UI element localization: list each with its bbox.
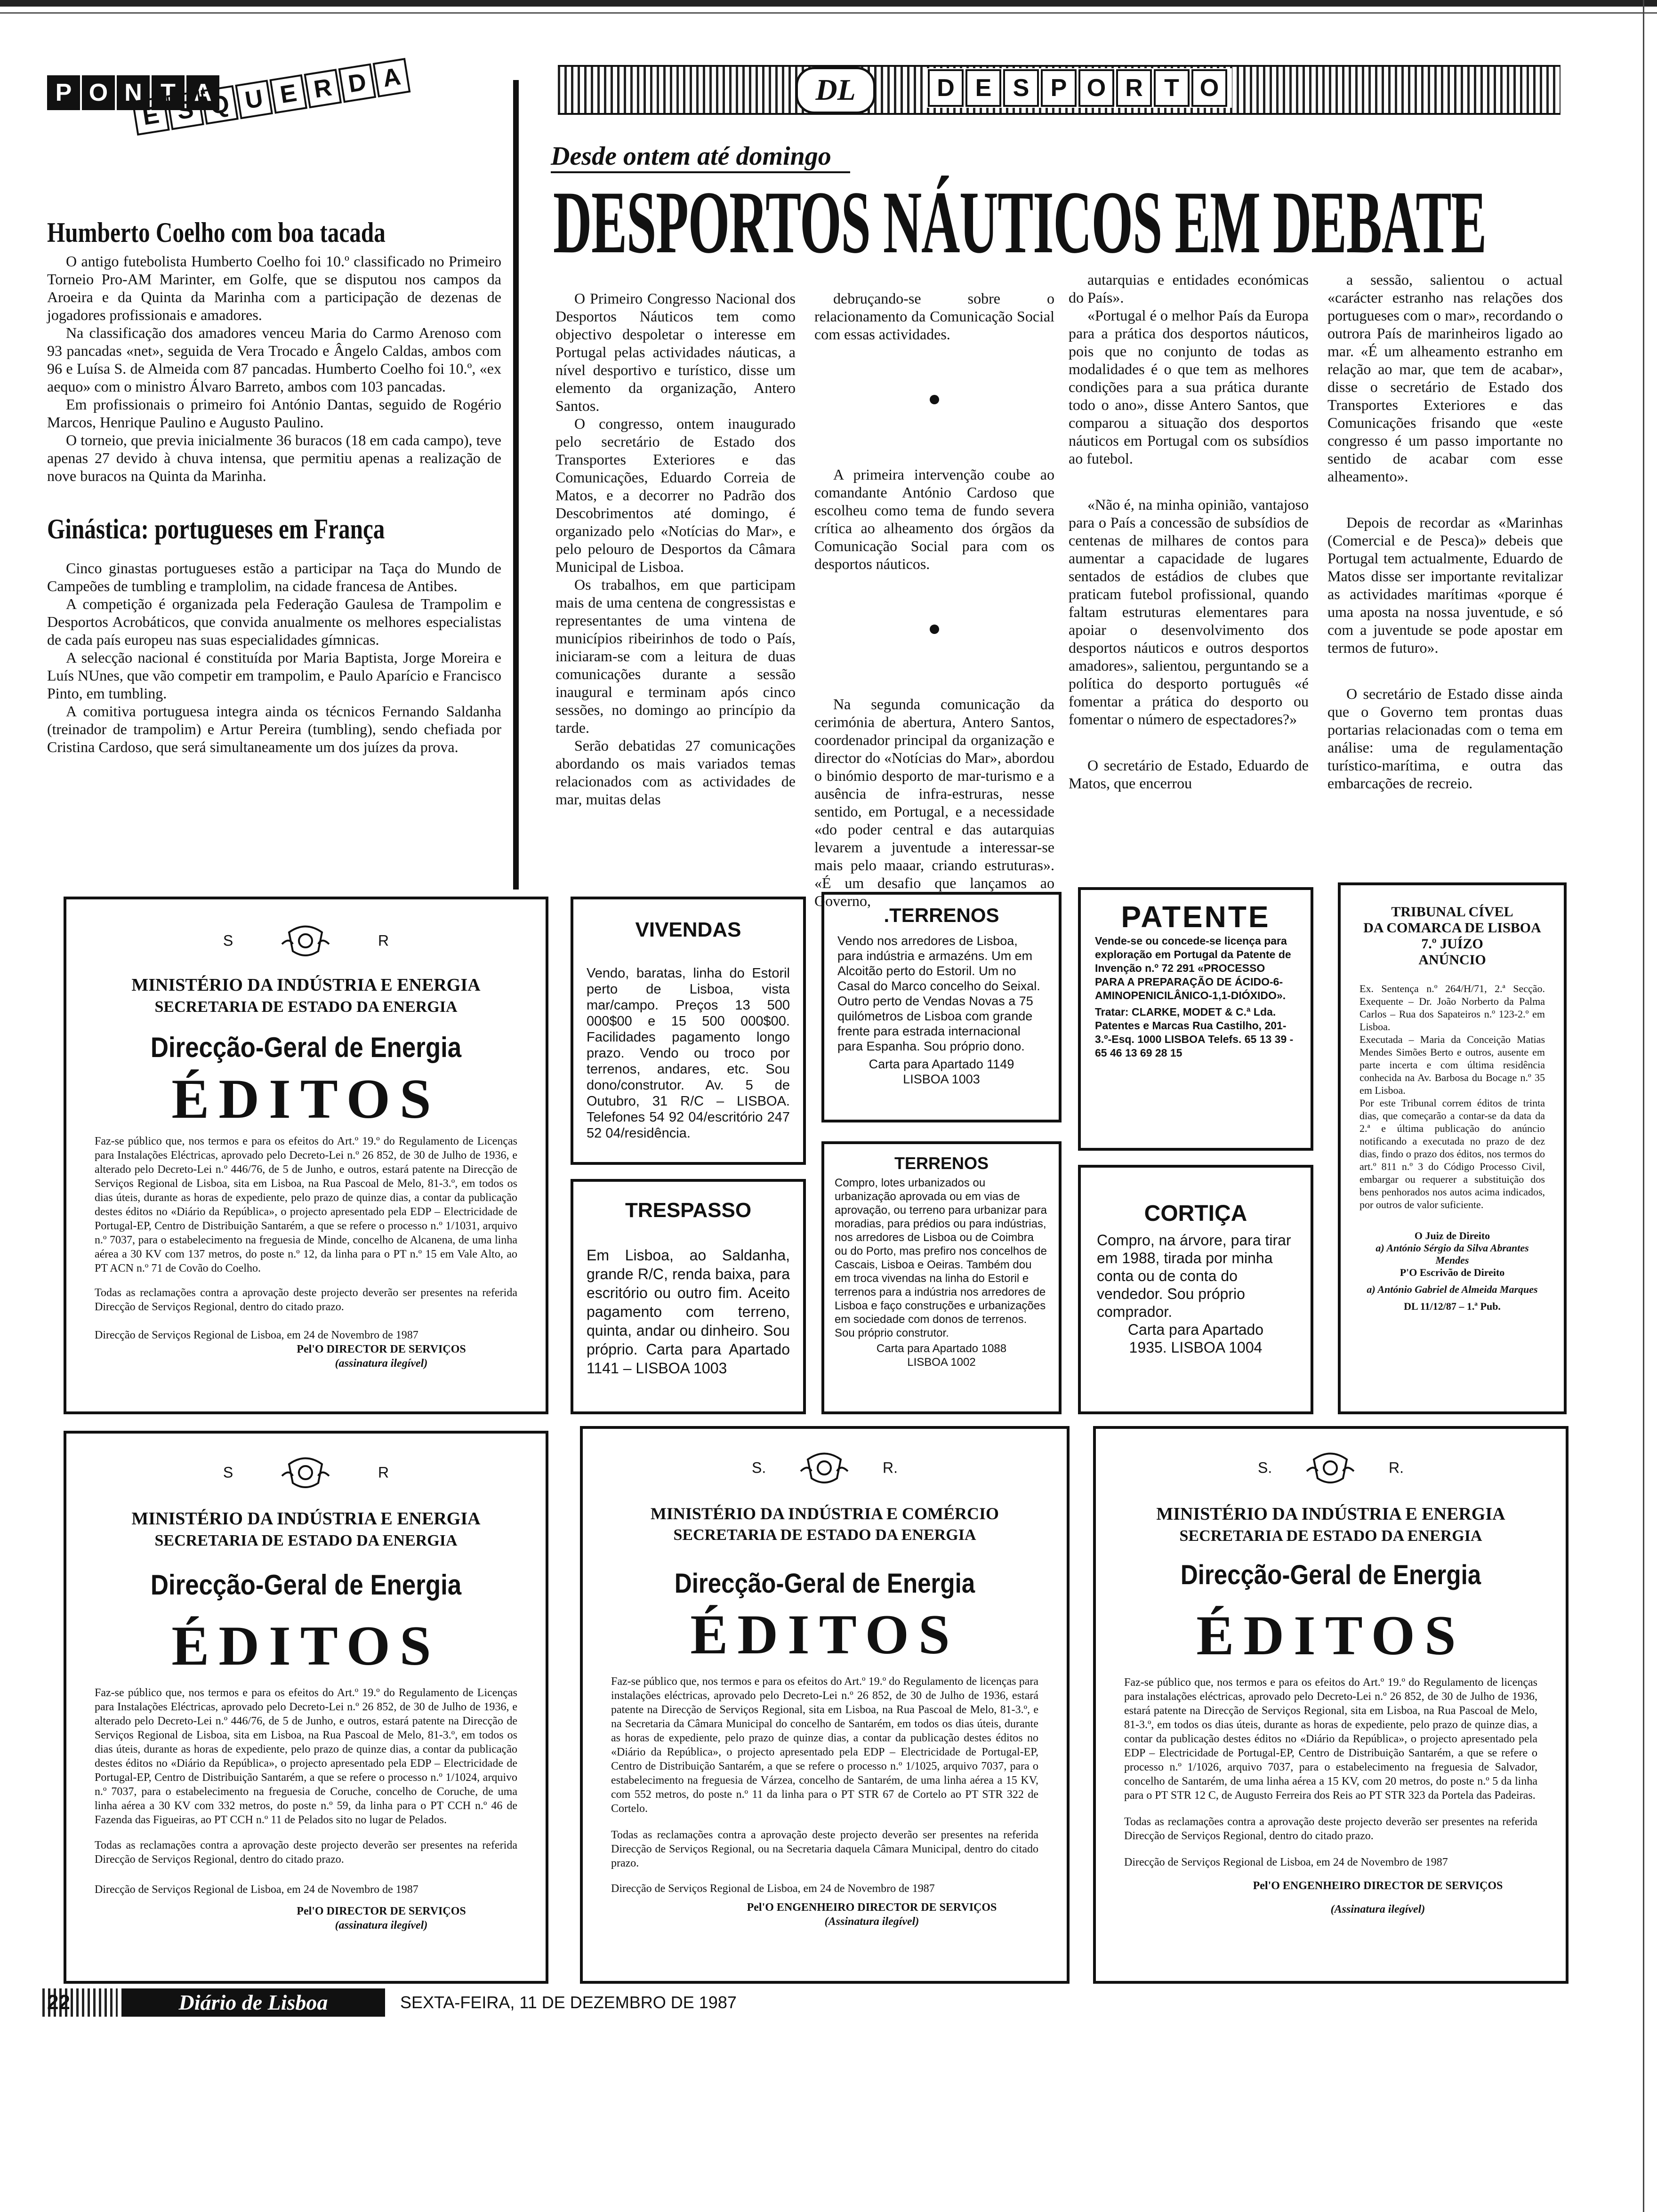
- crest-letter: S.: [751, 1459, 766, 1476]
- article-col-3: [1069, 271, 1309, 792]
- edito-ad: [1093, 1426, 1569, 1984]
- section-letter: O: [1078, 69, 1114, 107]
- ministry-name: MINISTÉRIO DA INDÚSTRIA E ENERGIA: [1156, 1504, 1505, 1524]
- edito-reclamacoes: Todas as reclamações contra a aprovação deste projecto deverão ser presentes na referida Direcção de Serviços Regional, dentro do citado prazo.: [95, 1839, 517, 1866]
- ad-body: Em Lisboa, ao Saldanha, grande R/C, renda baixa, para escritório ou outro fim. Aceito pagamento com terreno, quinta, andar ou dinheiro. Sou próprio. Carta para Apartado 1141 – LISBOA 1003: [587, 1247, 790, 1377]
- tribunal-juiz-name: a) António Sérgio da Silva Abrantes Mendes: [1375, 1242, 1529, 1266]
- edito-date: Direcção de Serviços Regional de Lisboa, em 24 de Novembro de 1987: [611, 1883, 935, 1895]
- ministry-name: MINISTÉRIO DA INDÚSTRIA E ENERGIA: [131, 975, 481, 995]
- tribunal-ad: [1338, 882, 1567, 1414]
- paragraph: Serão debatidas 27 comunicações abordando os mais variados temas relacionados com as actividades de mar, muitas delas: [555, 737, 796, 808]
- ponta-letter: N: [117, 75, 150, 110]
- vivendas-ad: [571, 897, 806, 1165]
- tribunal-title: ANÚNCIO: [1418, 952, 1486, 968]
- top-rule: [0, 0, 1657, 7]
- paragraph: O torneio, que previa inicialmente 36 buracos (18 em cada campo), teve apenas 27 devido à chuva intensa, que permitiu apenas a realização de nove buracos na Quinta da Marinha.: [47, 432, 501, 484]
- right-edge-line: [1643, 0, 1644, 2212]
- left-column: [47, 216, 501, 756]
- edito-date: Direcção de Serviços Regional de Lisboa, em 24 de Novembro de 1987: [95, 1329, 418, 1341]
- tribunal-escrivao-name: a) António Gabriel de Almeida Marques: [1367, 1283, 1538, 1295]
- editos-title: ÉDITOS: [171, 1067, 441, 1130]
- secretaria-name: SECRETARIA DE ESTADO DA ENERGIA: [154, 998, 458, 1016]
- secretaria-name: SECRETARIA DE ESTADO DA ENERGIA: [1179, 1527, 1482, 1545]
- ad-contact: Carta para Apartado 1935. LISBOA 1004: [1127, 1321, 1264, 1356]
- edito-body: Faz-se público que, nos termos e para os efeitos do Art.º 19.º do Regulamento de licenças para instalações eléctricas, aprovado pelo Decreto-Lei n.º 26 852, de 30 de Julho de 1936, estará patente na Direcção de Serviços Regional, sita em Lisboa, na Rua Pascoal de Melo, 81-3.º, e na Secretaria da Câmara Municipal do concelho de Santarém, em todos os dias úteis, durante as horas de expediente, pelo prazo de quinze dias, a contar da publicação destes éditos no «Diário da República», o projecto apresentado pela EDP – Electricidade de Portugal-EP, Centro de Distribuição Santarém, a que se refere o processo n.º 1/1025, arquivo 7037, para o estabelecimento na freguesia de Várzea, concelho de Santarém, de uma linha aérea a 15 KV, com 552 metros, do poste n.º 11 da linha para o PT STR 67 de Cortelo ao PT STR 322 de Cortelo.: [611, 1675, 1038, 1815]
- crest-letter: S.: [1257, 1459, 1272, 1476]
- trespasso-ad: [571, 1179, 806, 1414]
- cortica-ad: [1078, 1165, 1313, 1414]
- crest-letter: R: [378, 932, 389, 949]
- dl-logo: DL: [796, 67, 876, 114]
- edito-body: Faz-se público que, nos termos e para os efeitos do Art.º 19.º do Regulamento de Licenças para Instalações Eléctricas, aprovado pelo Decreto-Lei n.º 26 852, de 30 de Julho de 1936, e alterado pelo Decreto-Lei n.º 446/76, de 5 de Junho, e outros, estará patente na Direcção de Serviços Regional de Lisboa, sita em Lisboa, na Rua Pascoal de Melo, 81-3.º, em todos os dias úteis, durante as horas de expediente, pelo prazo de quinze dias, a contar da publicação destes éditos no «Diário da República», o projecto apresentado pela EDP – Electricidade de Portugal-EP, Centro de Distribuição Santarém, a que se refere o processo n.º 1/1024, arquivo n.º 7037, para o estabelecimento na freguesia de Coruche, concelho de Coruche, de uma linha aérea a 30 KV com 332 metros, do poste n.º 59, da linha para o PT CCH n.º 46 de Fazenda das Figueiras, ao PT CCH n.º 11 de Pelados sito no lugar de Pelados.: [95, 1687, 517, 1826]
- ad-title: CORTIÇA: [1144, 1201, 1247, 1226]
- article-col-4: [1327, 271, 1563, 792]
- ad-body: Compro, na árvore, para tirar em 1988, tirada por minha conta ou de conta do vendedor. Sou próprio comprador.: [1097, 1232, 1291, 1320]
- paragraph: Cinco ginastas portugueses estão a participar na Taça do Mundo de Campeões de tumbling e tramplolim, na cidade francesa de Antibes.: [47, 560, 501, 594]
- esquerda-letter: A: [373, 58, 411, 97]
- paragraph: Na segunda comunicação da cerimónia de abertura, Antero Santos, coordenador principal da organização e director do «Notícias do Mar», abordou o binómio desporto de mar-turismo e a ausência de infra-estruras, nesse sentido, em Portugal, e a necessidade «do poder central e das autarquias levarem a juventude a interessar-se mais pelo maaar, criando estruturas». «É um desafio que lançamos ao Governo,: [814, 696, 1054, 909]
- ad-contact: Carta para Apartado 1149 LISBOA 1003: [869, 1057, 1014, 1086]
- edito-body: Faz-se público que, nos termos e para os efeitos do Art.º 19.º do Regulamento de licenças para instalações eléctricas, aprovado pelo Decreto-Lei n.º 26 852, de 30 de Julho de 1936, estará patente na Direcção de Serviços Regional, sita em Lisboa, na Rua Pascoal de Melo, 81-3.º, em todos os dias úteis, durante as horas de expediente, pelo prazo de quinze dias, a contar da publicação destes éditos no «Diário da República», o projecto apresentado pela EDP – Electricidade de Portugal-EP, Centro de Distribuição Santarém, a que se refere o processo n.º 1/1026, arquivo 7037, para o estabelecimento na freguesia de Salvador, concelho de Santarém, de uma linha aérea a 15 KV, com 20 metros, do poste n.º 5 da linha para o PT STR 12 C, de Augusto Ferreira dos Reis ao PT STR 323 da Portela das Padeiras.: [1124, 1676, 1537, 1802]
- crest-letter: R: [378, 1464, 389, 1481]
- ad-body: Compro, lotes urbanizados ou urbanização aprovada ou em vias de aprovação, ou terreno para urbanizar para moradias, para prédios ou para indústrias, nos arredores de Lisboa ou de Coimbra ou do Porto, mas prefiro nos concelhos de Cascais, Lisboa e Oeiras. Também dou em troca vivendas na linha do Estoril e terrenos para a indústria nos arredores de Lisboa e faço construções e urbanizações em sociedade com donos de terrenos. Sou próprio construtor.: [835, 1177, 1047, 1339]
- paragraph: autarquias e entidades económicas do País».: [1069, 271, 1309, 306]
- editos-title: ÉDITOS: [690, 1603, 959, 1666]
- page-number: 22: [42, 1988, 118, 2017]
- crest-icon: [280, 1455, 331, 1492]
- paragraph: A comitiva portuguesa integra ainda os técnicos Fernando Saldanha (treinador de trampolim) e Artur Pereira (tumbling), sendo chefiada por Cristina Cardoso, que será simultaneamente um dos juízes da prova.: [47, 703, 501, 755]
- esquerda-letter: E: [132, 96, 170, 136]
- paragraph: «Não é, na minha opinião, vantajoso para o País a concessão de subsídios de centenas de milhares de contos para aumentar a capacidade de lugares sentados de estádios de clubes que praticam futebol profissional, quando faltam estruturas elementares para apoiar o desenvolvimento dos desportos náuticos e outros desportos amadores», salientou, perguntando se a política do desporto português «é fomentar a prática do desporto ou fomentar o número de espectadores?»: [1069, 496, 1309, 728]
- paragraph: O congresso, ontem inaugurado pelo secretário de Estado dos Transportes Exteriores e das Comunicações, Eduardo Correia de Matos, e a decorrer no Padrão dos Descobrimentos até domingo, é organizado pelo «Notícias do Mar», e pelo pelouro de Desportos da Câmara Municipal de Lisboa.: [555, 415, 796, 575]
- ad-title: VIVENDAS: [635, 918, 741, 941]
- ad-title: PATENTE: [1121, 900, 1271, 934]
- editos-title: ÉDITOS: [171, 1614, 441, 1677]
- paragraph: debruçando-se sobre o relacionamento da Comunicação Social com essas actividades.: [814, 290, 1054, 343]
- section-letter: T: [1154, 69, 1190, 107]
- ad-body: Vendo nos arredores de Lisboa, para indústria e armazéns. Um em Alcoitão perto do Estoril. Um no Casal do Marco concelho do Seixal. Outro perto de Vendas Novas a 75 quilómetros de Lisboa com grande frente para estrada internacional para Espanha. Sou próprio dono.: [837, 934, 1040, 1053]
- paragraph: A competição é organizada pela Federação Gaulesa de Trampolim e Desportos Acrobáticos, que convida anualmente os melhores especialistas de cada país europeu nas suas especialidades gímnicas.: [47, 595, 501, 648]
- edito-signature: (assinatura ilegível): [335, 1357, 428, 1370]
- ad-contact: Carta para Apartado 1088 LISBOA 1002: [876, 1342, 1007, 1369]
- section-letter: P: [1041, 69, 1077, 107]
- footer-date: SEXTA-FEIRA, 11 DE DEZEMBRO DE 1987: [400, 1993, 737, 2012]
- secretaria-name: SECRETARIA DE ESTADO DA ENERGIA: [154, 1532, 458, 1549]
- esquerda-letter: R: [304, 69, 342, 108]
- paragraph: A selecção nacional é constituída por Maria Baptista, Jorge Moreira e Luís NUnes, que vão competir em trampolim, e Paulo Aparício e Francisco Pinto, em tumbling.: [47, 649, 501, 702]
- section-title: [925, 68, 1232, 108]
- patente-ad: [1078, 887, 1313, 1151]
- section-letter: D: [928, 69, 964, 107]
- section-letter: R: [1116, 69, 1152, 107]
- ministry-name: MINISTÉRIO DA INDÚSTRIA E ENERGIA: [131, 1509, 481, 1529]
- esquerda-letter: D: [338, 64, 377, 103]
- footer: [42, 1988, 748, 2019]
- edito-body: Faz-se público que, nos termos e para os efeitos do Art.º 19.º do Regulamento de Licenças para Instalações Eléctricas, aprovado pelo Decreto-Lei n.º 26 852, de 30 de Julho de 1936, e alterado pelo Decreto-Lei n.º 446/76, de 5 de Junho, e outros, estará patente na Direcção de Serviços Regional de Lisboa, sita em Lisboa, na Rua Pascoal de Melo, 81-3.º, em todos os dias úteis, durante as horas de expediente, pelo prazo de quinze dias, a contar da publicação destes éditos no «Diário da República», o projecto apresentado pela EDP – Electricidade de Portugal-EP, Centro de Distribuição Santarém, a que se refere o processo n.º 1/1031, arquivo n.º 7037, para o estabelecimento na freguesia de Minde, concelho de Alcanena, de uma linha aérea a 30 KV com 137 metros, do poste n.º 12, da linha para o PT n.º 15 em Vale Alto, ao PT ACN n.º 71 de Covão do Coelho.: [95, 1135, 517, 1274]
- ponta-letter: O: [82, 75, 115, 110]
- esquerda-letter: Q: [201, 85, 239, 125]
- edito-signer: Pel'O ENGENHEIRO DIRECTOR DE SERVIÇOS: [1253, 1880, 1503, 1892]
- direccao-name: Direcção-Geral de Energia: [674, 1568, 975, 1599]
- paragraph: Na classificação dos amadores venceu Maria do Carmo Arenoso com 93 pancadas «net», seguida de Vera Trocado e Ângelo Caldas, ambos com 96 e Luísa S. de Almeida com 87 pancadas. Humberto Coelho foi 10.º, «ex aequo» com o ministro Álvaro Barreto, ambos com 103 pancadas.: [47, 324, 501, 395]
- esquerda-letter: E: [269, 74, 307, 114]
- article-title: Humberto Coelho com boa tacada: [47, 217, 386, 248]
- crest-line: [95, 923, 517, 961]
- paragraph: a sessão, salientou o actual «carácter estranho nas relações dos portugueses com o mar», recordando o outrora País de marinheiros ligado ao mar. «É um alheamento estranho em relação ao mar, que tem de acabar», disse o secretário de Estado dos Transportes Exteriores e das Comunicações frisando que «este congresso é um passo importante no sentido de acabar com esse alheamento».: [1327, 271, 1563, 485]
- crest-letter: R.: [883, 1459, 898, 1476]
- ad-title: TRESPASSO: [625, 1199, 752, 1222]
- section-letter: S: [1003, 69, 1039, 107]
- tribunal-escrivao: P'O Escrivão de Direito: [1400, 1266, 1505, 1278]
- crest-letter: S: [223, 932, 233, 949]
- paragraph: Em profissionais o primeiro foi António Dantas, seguido de Rogério Marcos, Henrique Paulino e Augusto Paulino.: [47, 396, 501, 431]
- paragraph: Depois de recordar as «Marinhas (Comercial e de Pesca)» debeis que Portugal tem actualmente, Eduardo de Matos disse ser importante revitalizar as actividades marítimas «porque é uma aposta na nossa juventude, e só com a juventude se pode apostar em termos de futuro».: [1327, 514, 1563, 656]
- ponta-letter: A: [186, 75, 219, 110]
- tribunal-title: TRIBUNAL CÍVEL: [1391, 904, 1513, 920]
- ministry-name: MINISTÉRIO DA INDÚSTRIA E COMÉRCIO: [650, 1504, 999, 1523]
- crest-line: [611, 1450, 1038, 1488]
- direccao-name: Direcção-Geral de Energia: [1180, 1560, 1481, 1590]
- ad-body: Vende-se ou concede-se licença para exploração em Portugal da Patente de Invenção n.º 72 291 «PROCESSO PARA A PREPARAÇÃO DE ÁCIDO-6-AMINOPENICILÂNICO-1,1-DIÓXIDO».: [1095, 935, 1291, 1002]
- edito-ad: [64, 897, 548, 1414]
- esquerda-letter: S: [166, 90, 204, 130]
- crest-icon: [1304, 1450, 1356, 1488]
- kicker: Desde ontem até domingo: [551, 141, 850, 173]
- tribunal-body: Ex. Sentença n.º 264/H/71, 2.ª Secção. Exequente – Dr. João Norberto da Palma Carlos – Rua dos Sapateiros n.º 123-2.º em Lisboa. Executada – Maria da Conceição Matias Mendes Simões Berto e outros, ausente em parte incerta e com última residência conhecida na Av. Barbosa du Bocage n.º 35 em Lisboa. Por este Tribunal correm éditos de trinta dias, que começarão a contar-se da data da 2.ª e última publicação do anúncio notificando a executada no prazo de dez dias, findo o prazo dos éditos, nos termos do art.º 811 n.º 3 do Código Processo Civil, embargar ou requerer a substituição dos bens penhorados nos autos acima indicados, por outros de valor suficiente.: [1359, 983, 1545, 1210]
- crest-icon: [280, 923, 331, 961]
- edito-signature: (assinatura ilegível): [335, 1919, 428, 1931]
- editos-title: ÉDITOS: [1196, 1604, 1465, 1667]
- ad-body: Vendo, baratas, linha do Estoril perto de Lisboa, vista mar/campo. Preços 13 500 000$00 e 15 500 000$00. Facilidades pagamento longo prazo. Vendo ou troco por terrenos, andares, etc. Sou dono/construtor. Av. 5 de Outubro, 31 R/C – LISBOA. Telefones 54 92 04/escritório 247 52 04/residência.: [587, 966, 790, 1141]
- article-col-2: [814, 289, 1054, 910]
- top-rule-thin: [0, 12, 1657, 14]
- direccao-name: Direcção-Geral de Energia: [150, 1032, 462, 1063]
- bullet-dot: [930, 625, 939, 634]
- ad-title: .TERRENOS: [884, 904, 999, 926]
- crest-icon: [798, 1450, 850, 1488]
- paragraph: Os trabalhos, em que participam mais de uma centena de congressistas e representantes de uma vintena de municípios ribeirinhos de todo o País, iniciaram-se com a leitura de duas comunicações durante a sessão inaugural e terminam após cinco sessões, no domingo ao princípio da tarde.: [555, 576, 796, 736]
- column-divider: [513, 80, 519, 890]
- paragraph: O secretário de Estado disse ainda que o Governo tem prontas duas portarias relacionadas com o tema em análise: uma de regulamentação turístico-marítima, e outra das embarcações de recreio.: [1327, 685, 1563, 792]
- crest-line: [1124, 1450, 1537, 1488]
- tribunal-dl: DL 11/12/87 – 1.ª Pub.: [1404, 1300, 1501, 1312]
- paragraph: O secretário de Estado, Eduardo de Matos, que encerrou: [1069, 757, 1309, 792]
- terrenos-ad: [821, 1141, 1062, 1414]
- crest-line: [95, 1455, 517, 1492]
- headline: DESPORTOS NÁUTICOS EM DEBATE: [553, 173, 1487, 272]
- tribunal-title: 7.º JUÍZO: [1421, 936, 1483, 952]
- crest-letter: S: [223, 1464, 233, 1481]
- edito-ad: [64, 1431, 548, 1984]
- bullet-dot: [930, 395, 939, 404]
- tribunal-juiz: O Juiz de Direito: [1414, 1230, 1490, 1242]
- edito-signer: Pel'O DIRECTOR DE SERVIÇOS: [297, 1343, 466, 1355]
- ponta-letter: T: [152, 75, 185, 110]
- footer-masthead: Diário de Lisboa: [121, 1988, 385, 2017]
- edito-signer: Pel'O ENGENHEIRO DIRECTOR DE SERVIÇOS: [747, 1901, 997, 1914]
- ad-title: TERRENOS: [894, 1154, 989, 1173]
- article-col-1: [555, 289, 796, 808]
- edito-signature: (Assinatura ilegível): [1330, 1903, 1425, 1915]
- terrenos-ad: [821, 892, 1062, 1122]
- edito-ad: [580, 1426, 1070, 1984]
- direccao-name: Direcção-Geral de Energia: [150, 1569, 462, 1601]
- edito-date: Direcção de Serviços Regional de Lisboa, em 24 de Novembro de 1987: [1124, 1856, 1448, 1868]
- esquerda-header: [132, 57, 412, 136]
- ponta-letter: P: [47, 75, 80, 110]
- esquerda-letter: U: [235, 80, 273, 119]
- ad-contact: Tratar: CLARKE, MODET & C.ª Lda. Patentes e Marcas Rua Castilho, 201-3.º-Esq. 1000 LISBOA Telefs. 65 13 39 - 65 46 13 69 28 15: [1095, 1006, 1294, 1059]
- paragraph: O antigo futebolista Humberto Coelho foi 10.º classificado no Primeiro Torneio Pro-AM Marinter, em Golfe, que se disputou nos campos da Aroeira e da Quinta da Marinha com a participação de dezenas de jogadores profissionais e amadores.: [47, 253, 501, 323]
- edito-signature: (Assinatura ilegível): [824, 1915, 919, 1928]
- edito-reclamacoes: Todas as reclamações contra a aprovação deste projecto deverão ser presentes na referida Direcção de Serviços Regional, ou na Secretaria daquela Câmara Municipal, dentro do citado prazo.: [611, 1829, 1038, 1869]
- edito-signer: Pel'O DIRECTOR DE SERVIÇOS: [297, 1905, 466, 1917]
- paragraph: A primeira intervenção coube ao comandante António Cardoso que escolheu como tema de fundo severa crítica ao alheamento dos órgãos da Comunicação Social para com os desportos náuticos.: [814, 466, 1054, 572]
- section-letter: E: [965, 69, 1001, 107]
- section-letter: O: [1191, 69, 1227, 107]
- secretaria-name: SECRETARIA DE ESTADO DA ENERGIA: [673, 1526, 976, 1544]
- crest-letter: R.: [1389, 1459, 1404, 1476]
- edito-reclamacoes: Todas as reclamações contra a aprovação deste projecto deverão ser presentes na referida Direcção de Serviços Regional, dentro do citado prazo.: [95, 1287, 517, 1313]
- edito-reclamacoes: Todas as reclamações contra a aprovação deste projecto deverão ser presentes na referida Direcção de Serviços Regional, dentro do citado prazo.: [1124, 1816, 1537, 1842]
- tribunal-title: DA COMARCA DE LISBOA: [1363, 920, 1541, 936]
- paragraph: «Portugal é o melhor País da Europa para a prática dos desportos náuticos, pois que no conjunto de todas as modalidades é o que tem as melhores condições para a sua prática durante todo o ano», disse Antero Santos, que comparou a situação dos desportos náuticos em Portugal com os subsídios ao futebol.: [1069, 307, 1309, 467]
- edito-date: Direcção de Serviços Regional de Lisboa, em 24 de Novembro de 1987: [95, 1883, 418, 1896]
- paragraph: O Primeiro Congresso Nacional dos Desportos Náuticos tem como objectivo despoletar o interesse em Portugal pelas actividades náuticas, a nível desportivo e turístico, disse um elemento da organização, Antero Santos.: [555, 290, 796, 414]
- article-title: Ginástica: portugueses em França: [47, 513, 385, 545]
